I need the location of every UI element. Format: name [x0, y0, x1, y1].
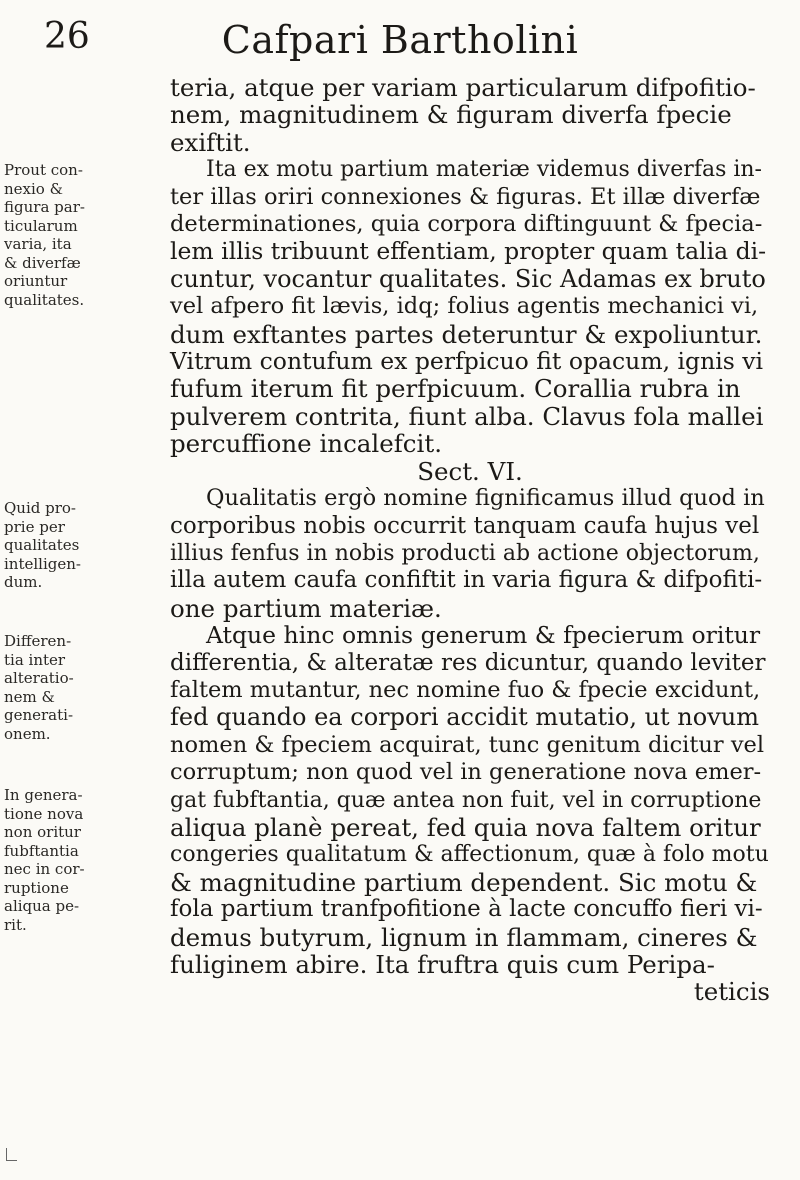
body-text	[170, 74, 770, 1006]
page-number: 26	[44, 16, 90, 57]
text-line: illa autem caufa confiftit in varia figura & difpofiti-	[170, 567, 763, 594]
text-line: vel afpero fit lævis, idq; folius agentis mechanici vi,	[170, 293, 759, 320]
text-line: Ita ex motu partium materiæ videmus diverfas in-	[206, 157, 762, 183]
margin-note-differentia: Differen- tia inter alteratio- nem & generati- onem.	[4, 632, 74, 743]
text-line: dum exftantes partes deteruntur & expoliuntur.	[170, 319, 763, 349]
text-line: Atque hinc omnis generum & fpecierum oritur	[206, 621, 761, 650]
text-line: faltem mutantur, nec nomine fuo & fpecie excidunt,	[170, 676, 761, 703]
corner-mark	[6, 1148, 17, 1161]
text-line: determinationes, quia corpora diftinguunt & fpecia-	[170, 211, 763, 238]
text-line: nomen & fpeciem acquirat, tunc genitum dicitur vel	[170, 731, 765, 758]
text-line: demus butyrum, lignum in flammam, cineres &	[170, 922, 758, 952]
section-heading: Sect. VI.	[417, 456, 523, 486]
margin-note-connexio: Prout con- nexio & figura par- ticularum varia, ita & diverfæ oriuntur qualitates.	[4, 161, 85, 309]
text-line: ter illas oriri connexiones & figuras. Et illæ diverfæ	[170, 183, 761, 210]
text-line: fola partium tranfpofitione à lacte concuffo fieri vi-	[170, 896, 763, 923]
text-line: fuliginem abire. Ita fruftra quis cum Peripa-	[170, 950, 715, 979]
text-line: teria, atque per variam particularum difpofitio-	[170, 73, 756, 102]
text-line: Vitrum contufum ex perfpicuo fit opacum, ignis vi	[170, 347, 764, 376]
text-line: aliqua planè pereat, fed quia nova faltem oritur	[170, 812, 761, 842]
text-line: nem, magnitudinem & figuram diverfa fpecie	[170, 100, 732, 130]
text-line: cuntur, vocantur qualitates. Sic Adamas ex bruto	[170, 264, 766, 293]
running-title: Cafpari Bartholini	[221, 18, 579, 62]
text-line: Qualitatis ergò nomine fignificamus illud quod in	[206, 485, 765, 512]
text-line: gat fubftantia, quæ antea non fuit, vel in corruptione	[170, 787, 762, 813]
running-header	[0, 14, 800, 64]
text-line: one partium materiæ.	[170, 593, 442, 623]
text-line: exiftit.	[170, 127, 251, 157]
margin-note-generatione: In genera- tione nova non oritur fubftantia nec in cor- ruptione aliqua pe- rit.	[4, 786, 85, 934]
margin-note-qualitates: Quid pro- prie per qualitates intelligen- dum.	[4, 499, 81, 591]
catchword: teticis	[693, 977, 770, 1007]
text-line: & magnitudine partium dependent. Sic motu &	[170, 867, 758, 897]
text-line: illius fenfus in nobis producti ab actione objectorum,	[170, 540, 760, 566]
text-line: corruptum; non quod vel in generatione nova emer-	[170, 759, 762, 786]
text-line: corporibus nobis occurrit tanquam caufa hujus vel	[170, 512, 760, 539]
text-line: pulverem contrita, fiunt alba. Clavus fola mallei	[170, 401, 764, 431]
text-line: fufum iterum fit perfpicuum. Corallia rubra in	[170, 374, 741, 404]
text-line: congeries qualitatum & affectionum, quæ à folo motu	[170, 842, 769, 868]
text-line: differentia, & alteratæ res dicuntur, quando leviter	[170, 649, 766, 676]
text-line: fed quando ea corpori accidit mutatio, ut novum	[170, 703, 759, 732]
text-line: lem illis tribuunt effentiam, propter quam talia di-	[170, 237, 767, 266]
text-line: percuffione incalefcit.	[170, 429, 442, 459]
